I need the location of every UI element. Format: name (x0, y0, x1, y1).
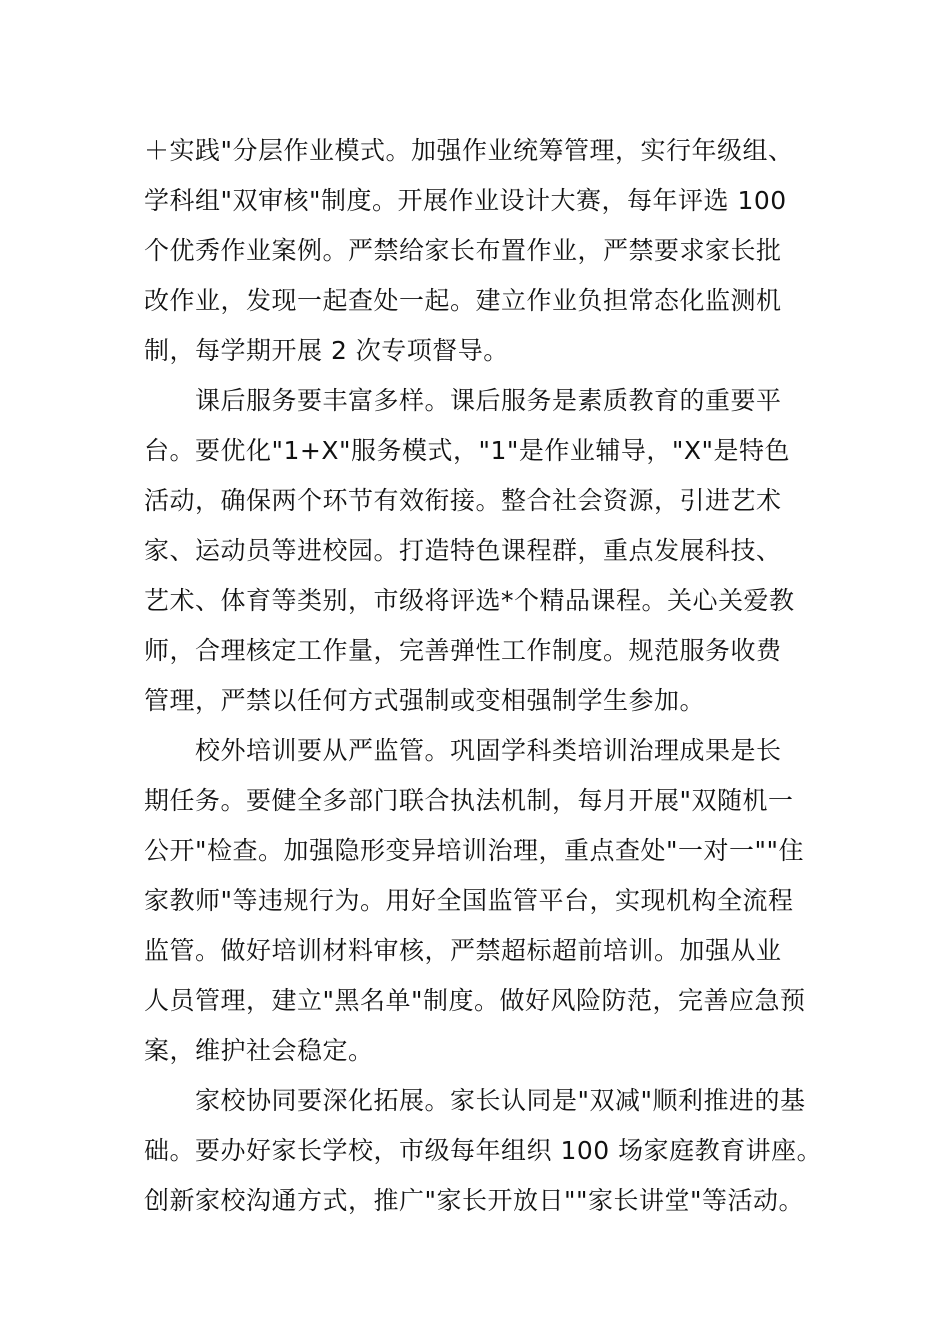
text-line: 家教师"等违规行为。用好全国监管平台，实现机构全流程 (144, 886, 794, 915)
text-line: 期任务。要健全多部门联合执法机制，每月开展"双随机一 (144, 786, 794, 815)
document-body (144, 126, 824, 1226)
text-line: 学科组"双审核"制度。开展作业设计大赛，每年评选 100 (144, 186, 787, 215)
text-line: 家校协同要深化拓展。家长认同是"双减"顺利推进的基 (195, 1086, 806, 1115)
paragraph-homework-continued (144, 126, 824, 376)
text-line: 管理，严禁以任何方式强制或变相强制学生参加。 (144, 686, 706, 715)
text-line: 础。要办好家长学校，市级每年组织 100 场家庭教育讲座。 (144, 1136, 823, 1165)
text-line: 家、运动员等进校园。打造特色课程群，重点发展科技、 (144, 536, 782, 565)
text-line: 课后服务要丰富多样。课后服务是素质教育的重要平 (195, 386, 782, 415)
text-line: 人员管理，建立"黑名单"制度。做好风险防范，完善应急预 (144, 986, 806, 1015)
text-line: 公开"检查。加强隐形变异培训治理，重点查处"一对一""住 (144, 836, 804, 865)
text-line: 个优秀作业案例。严禁给家长布置作业，严禁要求家长批 (144, 236, 782, 265)
text-line: 监管。做好培训材料审核，严禁超标超前培训。加强从业 (144, 936, 782, 965)
text-line: 台。要优化"1+X"服务模式，"1"是作业辅导，"X"是特色 (144, 436, 791, 465)
paragraph-home-school-collaboration (144, 1076, 824, 1226)
text-line: 制，每学期开展 2 次专项督导。 (144, 336, 509, 365)
text-line: ＋实践"分层作业模式。加强作业统筹管理，实行年级组、 (144, 136, 794, 165)
text-line: 艺术、体育等类别，市级将评选*个精品课程。关心关爱教 (144, 586, 795, 615)
paragraph-off-campus-training (144, 726, 824, 1076)
text-line: 创新家校沟通方式，推广"家长开放日""家长讲堂"等活动。 (144, 1186, 804, 1215)
text-line: 师，合理核定工作量，完善弹性工作制度。规范服务收费 (144, 636, 782, 665)
text-line: 案，维护社会稳定。 (144, 1036, 374, 1065)
text-line: 改作业，发现一起查处一起。建立作业负担常态化监测机 (144, 286, 782, 315)
text-line: 校外培训要从严监管。巩固学科类培训治理成果是长 (195, 736, 782, 765)
paragraph-after-school-service (144, 376, 824, 726)
text-line: 活动，确保两个环节有效衔接。整合社会资源，引进艺术 (144, 486, 782, 515)
